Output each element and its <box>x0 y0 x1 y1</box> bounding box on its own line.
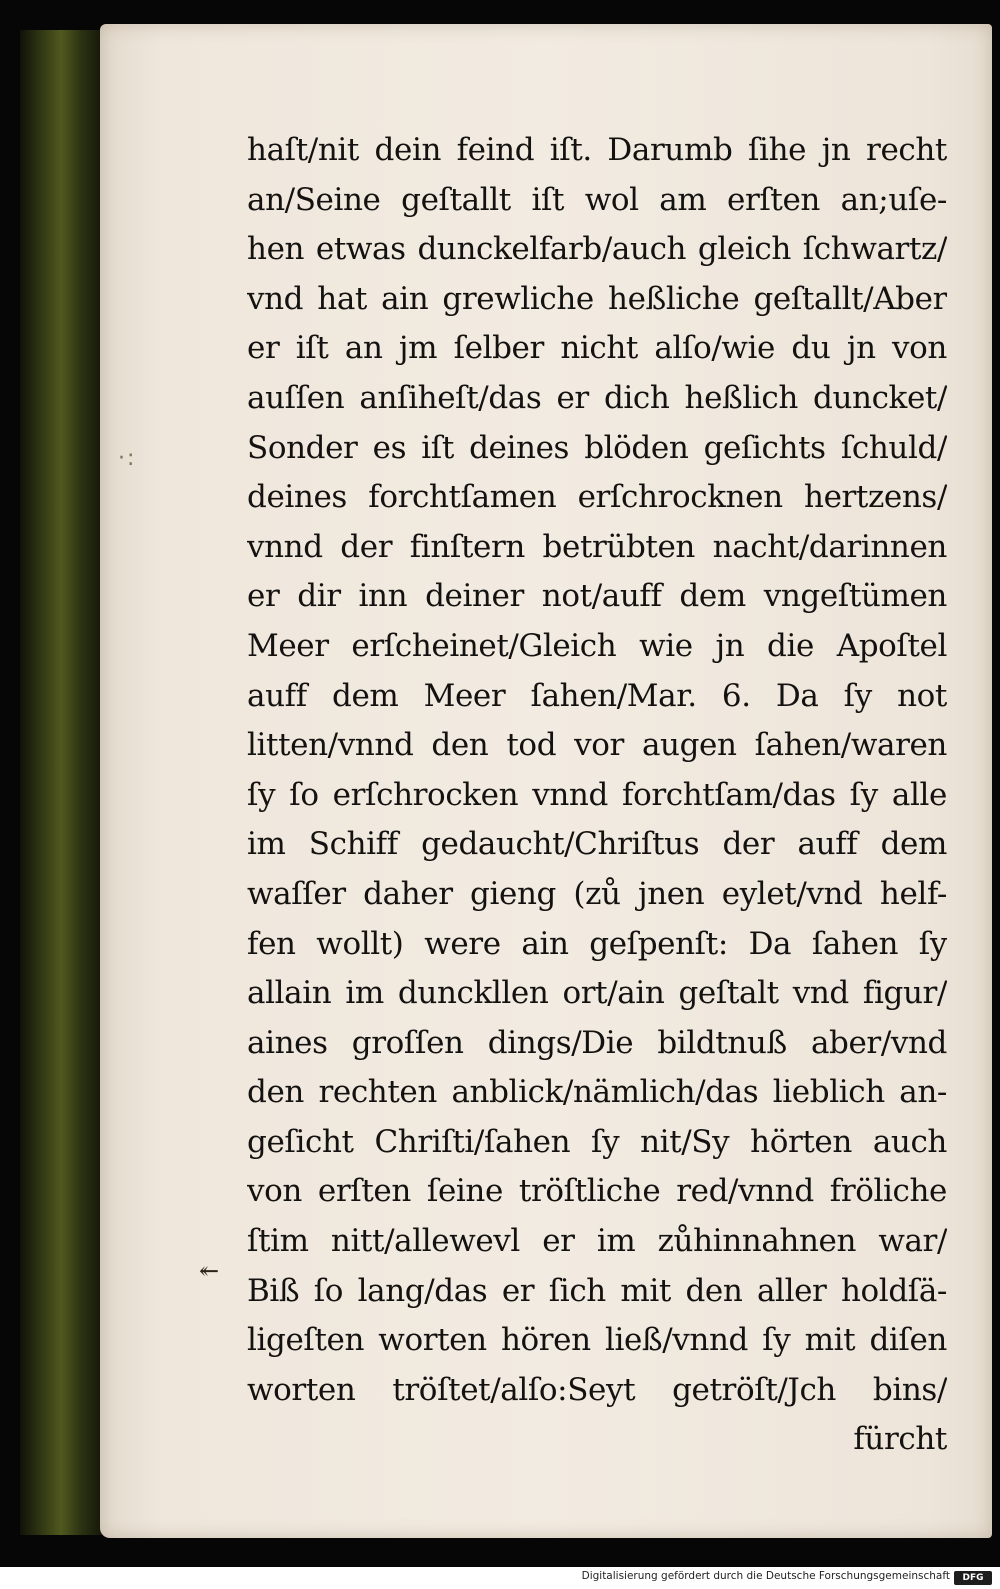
text-line: ſy ſo erſchrocken vnnd forchtſam/das ſy alle <box>247 776 947 813</box>
text-line: an/Seine geſtallt iſt wol am erſten an;uſe- <box>247 181 947 218</box>
text-line: waſſer daher gieng (zů jnen eylet/vnd helf- <box>247 875 947 912</box>
book-spine <box>20 30 102 1535</box>
text-line: Sonder es iſt deines blöden geſichts ſchuld/ <box>247 429 947 466</box>
dfg-logo: DFG <box>954 1571 992 1585</box>
catchword: fürcht <box>853 1421 947 1458</box>
footer-credit: Digitalisierung gefördert durch die Deutsche Forschungsgemeinschaft <box>581 1570 950 1582</box>
text-line: er iſt an jm ſelber nicht alſo/wie du jn von <box>247 330 947 367</box>
text-line: er dir inn deiner not/auff dem vngeſtümen <box>247 578 947 615</box>
text-line: ligeſten worten hören ließ/vnnd ſy mit diſen <box>247 1322 947 1359</box>
text-line: hen etwas dunckelfarb/auch gleich ſchwartz/ <box>247 231 947 268</box>
footer <box>0 1567 1000 1589</box>
margin-mark: ·: <box>118 446 137 471</box>
text-line: litten/vnnd den tod vor augen ſahen/waren <box>247 727 947 764</box>
text-line: allain im dunckllen ort/ain geſtalt vnd figur/ <box>247 975 947 1012</box>
text-line: worten tröſtet/alſo:Seyt getröſt/Jch bins/ <box>247 1371 947 1408</box>
text-line: haſt/nit dein feind iſt. Darumb ſihe jn recht <box>247 132 947 168</box>
text-line: vnd hat ain grewliche heßliche geſtallt/Aber <box>247 280 947 317</box>
margin-sign: ↞ <box>199 1257 220 1285</box>
text-line: vnnd der finſtern betrübten nacht/darinnen <box>247 528 947 565</box>
text-line: fen wollt) were ain geſpenſt: Da ſahen ſy <box>247 925 947 962</box>
text-block <box>247 126 947 1465</box>
text-line: von erſten ſeine tröſtliche red/vnnd fröliche <box>247 1173 947 1210</box>
text-line: Biß ſo lang/das er ſich mit den aller holdſä- <box>247 1272 947 1309</box>
text-line: auſſen anſiheſt/das er dich heßlich duncket/ <box>247 379 947 416</box>
text-line: Meer erſcheinet/Gleich wie jn die Apoſtel <box>247 627 947 664</box>
text-line: auff dem Meer ſahen/Mar. 6. Da ſy not <box>247 677 947 714</box>
text-line: geſicht Chriſti/ſahen ſy nit/Sy hörten auch <box>247 1123 947 1160</box>
text-line: ſtim nitt/allewevl er im zůhinnahnen war/ <box>247 1223 947 1260</box>
text-line: deines forchtſamen erſchrocknen hertzens/ <box>247 479 947 516</box>
text-line: im Schiff gedaucht/Chriſtus der auff dem <box>247 826 947 863</box>
text-line: aines groſſen dings/Die bildtnuß aber/vnd <box>247 1024 947 1061</box>
text-line: den rechten anblick/nämlich/das lieblich an- <box>247 1074 947 1111</box>
